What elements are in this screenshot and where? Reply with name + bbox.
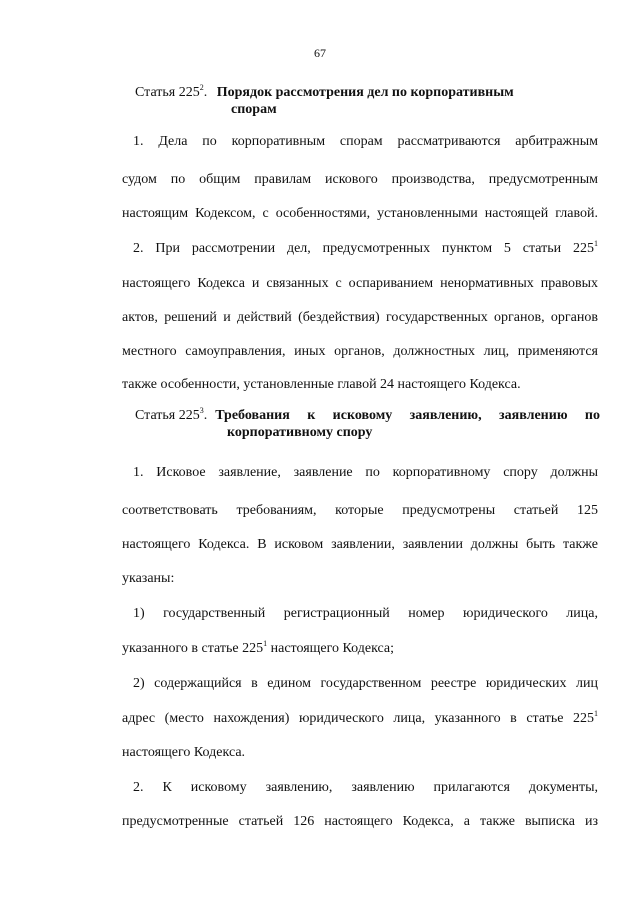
article-dot: .: [203, 408, 208, 423]
article-title-continued: корпоративному спору: [227, 425, 373, 440]
superscript: 1: [594, 709, 598, 718]
text-line: также особенности, установленные главой 24 настоящего Кодекса.: [122, 377, 521, 392]
list-item-line: 2) содержащийся в едином государственном реестре юридических лиц: [133, 676, 598, 691]
text-fragment: 2. При рассмотрении дел, предусмотренных пунктом 5 статьи 225: [133, 241, 594, 256]
text-line: 2. К исковому заявлению, заявлению прилагаются документы,: [133, 780, 598, 795]
text-fragment: настоящего Кодекса;: [267, 641, 395, 656]
article-label: Статья 225: [135, 85, 200, 100]
article-superscript: 2: [199, 83, 204, 92]
text-line: указаны:: [122, 571, 175, 586]
article-225-3-heading: [135, 407, 600, 441]
superscript: 1: [263, 639, 268, 648]
text-line: соответствовать требованиям, которые предусмотрены статьей 125: [122, 503, 598, 518]
article-title-continued: спорам: [231, 102, 277, 117]
article-dot: .: [203, 85, 208, 100]
text-fragment: адрес (место нахождения) юридического лица, указанного в статье 225: [122, 711, 594, 726]
text-line: 1. Дела по корпоративным спорам рассматриваются арбитражным: [133, 134, 598, 149]
text-line: настоящего Кодекса и связанных с оспариванием ненормативных правовых: [122, 276, 598, 291]
article-label: Статья 225: [135, 408, 200, 423]
text-line: 1. Исковое заявление, заявление по корпоративному спору должны: [133, 465, 598, 480]
article-superscript: 3: [199, 406, 204, 415]
text-line: актов, решений и действий (бездействия) государственных органов, органов: [122, 310, 598, 325]
text-line: предусмотренные статьей 126 настоящего Кодекса, а также выписка из: [122, 814, 598, 829]
article-title: Порядок рассмотрения дел по корпоративным: [216, 85, 514, 100]
text-line: [122, 710, 598, 728]
text-line: настоящим Кодексом, с особенностями, установленными настоящей главой.: [122, 206, 598, 221]
text-fragment: указанного в статье 225: [122, 641, 264, 656]
text-line: настоящего Кодекса. В исковом заявлении, заявлении должны быть также: [122, 537, 598, 552]
text-line: судом по общим правилам искового производства, предусмотренным: [122, 172, 598, 187]
article-label-group: [135, 407, 207, 424]
superscript: 1: [594, 239, 598, 248]
text-line: местного самоуправления, иных органов, должностных лиц, применяются: [122, 344, 598, 359]
text-line: [122, 640, 598, 658]
list-item-line: 1) государственный регистрационный номер юридического лица,: [133, 606, 598, 621]
page-number: 67: [314, 46, 326, 60]
article-225-2-heading: [135, 84, 602, 118]
heading-line: [135, 407, 600, 424]
article-title: Требования к исковому заявлению, заявлению по: [215, 408, 600, 423]
text-line: [133, 240, 598, 258]
text-line: настоящего Кодекса.: [122, 745, 246, 760]
